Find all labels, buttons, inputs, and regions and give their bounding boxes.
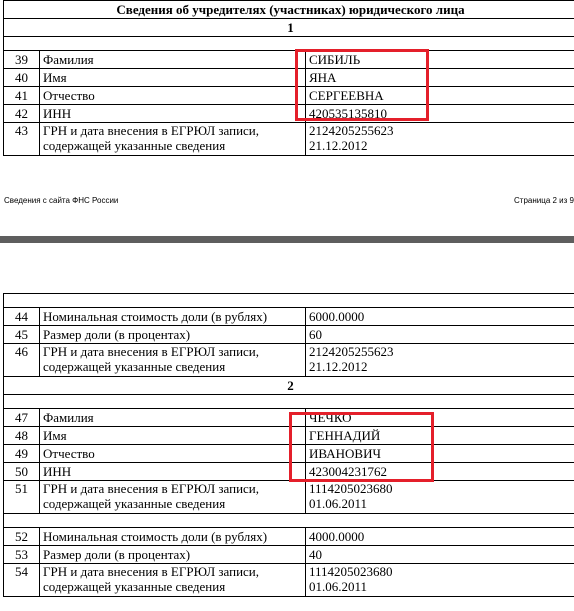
share-percent-value: 40 — [306, 546, 574, 564]
surname-value: СИБИЛЬ — [306, 51, 574, 69]
row-label — [40, 564, 306, 597]
grn-value — [306, 344, 574, 377]
share-percent-value: 60 — [306, 326, 574, 344]
grn-number: 2124205255623 — [309, 123, 394, 138]
row-number: 43 — [4, 123, 40, 156]
row-label-line: содержащей указанные сведения — [43, 496, 226, 511]
row-number: 44 — [4, 308, 40, 326]
row-label: Фамилия — [40, 51, 306, 69]
row-label — [40, 123, 306, 156]
section-title: Сведения об учредителях (участниках) юридического лица — [4, 1, 574, 19]
row-label: Отчество — [40, 445, 306, 463]
footer-source: Сведения с сайта ФНС России — [4, 196, 119, 205]
row-number: 47 — [4, 409, 40, 427]
grn-date: 01.06.2011 — [309, 496, 368, 511]
grn-number: 1114205023680 — [309, 481, 393, 496]
row-number: 53 — [4, 546, 40, 564]
row-label: ИНН — [40, 105, 306, 123]
row-number: 51 — [4, 481, 40, 514]
row-number: 40 — [4, 69, 40, 87]
row-label: Имя — [40, 427, 306, 445]
table-row — [4, 481, 574, 514]
row-label-line: ГРН и дата внесения в ЕГРЮЛ записи, — [43, 123, 260, 138]
row-label: ИНН — [40, 463, 306, 481]
row-label: Номинальная стоимость доли (в рублях) — [40, 308, 306, 326]
row-label: Отчество — [40, 87, 306, 105]
row-number: 50 — [4, 463, 40, 481]
page-3-top-part — [0, 243, 574, 611]
founders-table-part-1 — [3, 0, 574, 156]
spacer-row — [4, 395, 574, 409]
patronymic-value: ИВАНОВИЧ — [306, 445, 574, 463]
table-row — [4, 87, 574, 105]
row-label — [40, 481, 306, 514]
table-row — [4, 105, 574, 123]
row-number: 52 — [4, 528, 40, 546]
row-number: 46 — [4, 344, 40, 377]
table-row — [4, 308, 574, 326]
share-nominal-value: 4000.0000 — [306, 528, 574, 546]
table-row — [4, 344, 574, 377]
subsection-number: 2 — [4, 377, 574, 395]
spacer-row — [4, 294, 574, 308]
patronymic-value: СЕРГЕЕВНА — [306, 87, 574, 105]
row-number: 54 — [4, 564, 40, 597]
row-label-line: ГРН и дата внесения в ЕГРЮЛ записи, — [43, 344, 260, 359]
row-number: 48 — [4, 427, 40, 445]
footer-page-number: Страница 2 из 9 — [514, 196, 574, 205]
table-row — [4, 51, 574, 69]
table-row — [4, 409, 574, 427]
row-label-line: содержащей указанные сведения — [43, 359, 226, 374]
spacer-row — [4, 37, 574, 51]
row-label-line: ГРН и дата внесения в ЕГРЮЛ записи, — [43, 564, 260, 579]
table-row — [4, 528, 574, 546]
row-label: Фамилия — [40, 409, 306, 427]
grn-value — [306, 123, 574, 156]
row-number: 42 — [4, 105, 40, 123]
grn-value — [306, 481, 574, 514]
row-label: Имя — [40, 69, 306, 87]
row-label-line: ГРН и дата внесения в ЕГРЮЛ записи, — [43, 481, 260, 496]
table-row — [4, 427, 574, 445]
inn-value: 420535135810 — [306, 105, 574, 123]
founders-table-part-2 — [3, 293, 574, 597]
spacer-row — [4, 514, 574, 528]
first-name-value: ГЕННАДИЙ — [306, 427, 574, 445]
table-row — [4, 546, 574, 564]
grn-date: 01.06.2011 — [309, 579, 368, 594]
table-row — [4, 463, 574, 481]
row-number: 41 — [4, 87, 40, 105]
row-label — [40, 344, 306, 377]
first-name-value: ЯНА — [306, 69, 574, 87]
share-nominal-value: 6000.0000 — [306, 308, 574, 326]
row-label: Номинальная стоимость доли (в рублях) — [40, 528, 306, 546]
row-number: 49 — [4, 445, 40, 463]
grn-date: 21.12.2012 — [309, 138, 368, 153]
table-row — [4, 326, 574, 344]
grn-value — [306, 564, 574, 597]
subsection-number: 1 — [4, 19, 574, 37]
page-separator — [0, 236, 574, 243]
row-label-line: содержащей указанные сведения — [43, 579, 226, 594]
row-label-line: содержащей указанные сведения — [43, 138, 226, 153]
grn-number: 2124205255623 — [309, 344, 394, 359]
surname-value: ЧЕЧКО — [306, 409, 574, 427]
table-row — [4, 445, 574, 463]
table-row — [4, 123, 574, 156]
row-label: Размер доли (в процентах) — [40, 326, 306, 344]
page-2-bottom-part — [0, 0, 574, 236]
row-number: 39 — [4, 51, 40, 69]
table-row — [4, 564, 574, 597]
row-label: Размер доли (в процентах) — [40, 546, 306, 564]
table-row — [4, 69, 574, 87]
row-number: 45 — [4, 326, 40, 344]
grn-number: 1114205023680 — [309, 564, 393, 579]
inn-value: 423004231762 — [306, 463, 574, 481]
grn-date: 21.12.2012 — [309, 359, 368, 374]
